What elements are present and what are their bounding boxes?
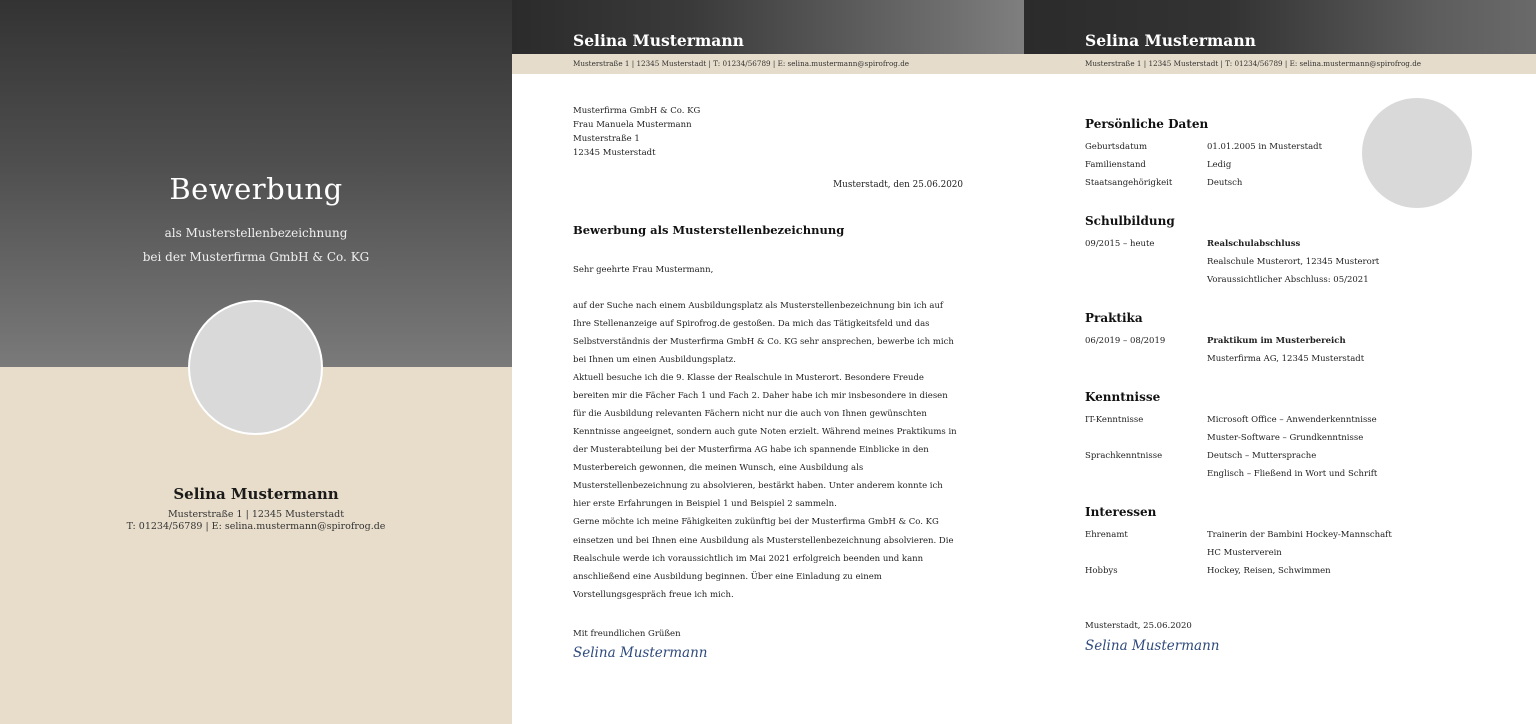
letter-body-line: Musterbereich gewonnen, die meinen Wunsch, eine Ausbildung als bbox=[573, 463, 864, 473]
letter-date: Musterstadt, den 25.06.2020 bbox=[833, 180, 963, 190]
section-title-skills: Kenntnisse bbox=[1085, 390, 1161, 404]
cv-value: Ledig bbox=[1207, 160, 1232, 170]
skills-lang-value: Englisch – Fließend in Wort und Schrift bbox=[1207, 469, 1378, 479]
cover-subtitle-line2: bei der Musterfirma GmbH & Co. KG bbox=[142, 250, 370, 264]
letter-body-line: anschließend eine Ausbildung beginnen. Über eine Einladung zu einem bbox=[573, 572, 882, 582]
letter-body-line: einsetzen und bei Ihnen eine Ausbildung als Musterstellenbezeichnung absolvieren. Die bbox=[573, 536, 954, 546]
cover-letter-page bbox=[512, 0, 1024, 724]
school-degree: Realschulabschluss bbox=[1207, 239, 1301, 249]
letter-body-line: Realschule werde ich voraussichtlich im Mai 2021 erfolgreich beenden und kann bbox=[573, 554, 924, 564]
letter-salutation: Sehr geehrte Frau Mustermann, bbox=[573, 265, 714, 275]
interests-hobby-label: Hobbys bbox=[1085, 566, 1118, 576]
recipient-line: Musterfirma GmbH & Co. KG bbox=[573, 106, 701, 116]
letter-closing: Mit freundlichen Grüßen bbox=[573, 629, 681, 639]
letter-subject: Bewerbung als Musterstellenbezeichnung bbox=[573, 223, 845, 237]
letter-signature: Selina Mustermann bbox=[573, 645, 708, 661]
skills-it-value: Microsoft Office – Anwenderkenntnisse bbox=[1207, 415, 1377, 425]
cv-value: 01.01.2005 in Musterstadt bbox=[1207, 142, 1323, 152]
letter-body-line: Selbstverständnis der Musterfirma GmbH & Co. KG sehr ansprechen, bewerbe ich mich bbox=[573, 337, 954, 347]
letter-header-name: Selina Mustermann bbox=[573, 31, 744, 50]
interests-honor-value: Trainerin der Bambini Hockey-Mannschaft bbox=[1207, 530, 1392, 540]
cover-page bbox=[0, 0, 512, 724]
letter-body-line: Kenntnisse angeeignet, sondern auch gute Noten erzielt. Während meines Praktikums in bbox=[573, 427, 957, 437]
letter-body-line: für die Ausbildung relevanten Fächern nicht nur die auch von Ihnen gewünschten bbox=[573, 409, 927, 419]
cv-header-name: Selina Mustermann bbox=[1085, 31, 1256, 50]
skills-it-value: Muster-Software – Grundkenntnisse bbox=[1207, 433, 1364, 443]
letter-body-line: hier erste Erfahrungen in Beispiel 1 und Beispiel 2 sammeln. bbox=[573, 499, 837, 509]
interests-honor-value: HC Musterverein bbox=[1207, 548, 1282, 558]
school-period: 09/2015 – heute bbox=[1085, 239, 1155, 249]
cv-label: Geburtsdatum bbox=[1085, 142, 1148, 152]
cv-page bbox=[1024, 0, 1536, 724]
section-title-personal: Persönliche Daten bbox=[1085, 117, 1209, 131]
cv-label: Familienstand bbox=[1085, 160, 1146, 170]
interests-hobby-value: Hockey, Reisen, Schwimmen bbox=[1207, 566, 1331, 576]
cv-photo-placeholder bbox=[1362, 98, 1472, 208]
school-name: Realschule Musterort, 12345 Musterort bbox=[1207, 257, 1380, 267]
letter-body-line: Musterstellenbezeichnung zu absolvieren, bestärkt haben. Unter anderem konnte ich bbox=[573, 481, 943, 491]
cover-address: Musterstraße 1 | 12345 Musterstadt bbox=[167, 509, 345, 520]
skills-lang-value: Deutsch – Muttersprache bbox=[1207, 451, 1317, 461]
letter-body-line: Gerne möchte ich meine Fähigkeiten zukünftig bei der Musterfirma GmbH & Co. KG bbox=[573, 517, 939, 527]
cover-photo-placeholder bbox=[188, 300, 323, 435]
cv-label: Staatsangehörigkeit bbox=[1085, 178, 1173, 188]
cv-value: Deutsch bbox=[1207, 178, 1243, 188]
letter-body-line: der Musterabteilung bei der Musterfirma AG habe ich spannende Einblicke in den bbox=[573, 445, 929, 455]
internship-company: Musterfirma AG, 12345 Musterstadt bbox=[1207, 354, 1365, 364]
skills-lang-label: Sprachkenntnisse bbox=[1085, 451, 1163, 461]
cv-date: Musterstadt, 25.06.2020 bbox=[1085, 621, 1192, 631]
recipient-line: 12345 Musterstadt bbox=[573, 148, 656, 158]
letter-body-line: Aktuell besuche ich die 9. Klasse der Realschule in Musterort. Besondere Freude bbox=[573, 373, 924, 383]
letter-body-line: auf der Suche nach einem Ausbildungsplatz als Musterstellenbezeichnung bin ich auf bbox=[573, 301, 944, 311]
section-title-interests: Interessen bbox=[1085, 505, 1157, 519]
recipient-line: Frau Manuela Mustermann bbox=[573, 120, 692, 130]
letter-body-line: Vorstellungsgespräch freue ich mich. bbox=[573, 590, 734, 600]
interests-honor-label: Ehrenamt bbox=[1085, 530, 1128, 540]
cover-contact: T: 01234/56789 | E: selina.mustermann@spirofrog.de bbox=[126, 521, 386, 532]
cover-name: Selina Mustermann bbox=[173, 485, 339, 503]
cv-header-address: Musterstraße 1 | 12345 Musterstadt | T: 01234/56789 | E: selina.mustermann@spirofrog.de bbox=[1085, 59, 1422, 68]
cover-title: Bewerbung bbox=[169, 172, 343, 206]
cv-signature: Selina Mustermann bbox=[1085, 638, 1220, 654]
letter-body-line: Ihre Stellenanzeige auf Spirofrog.de gestoßen. Da mich das Tätigkeitsfeld und das bbox=[573, 319, 930, 329]
internship-period: 06/2019 – 08/2019 bbox=[1085, 336, 1166, 346]
letter-body-line: bei Ihnen um einen Ausbildungsplatz. bbox=[573, 355, 736, 365]
recipient-line: Musterstraße 1 bbox=[573, 134, 640, 144]
section-title-internship: Praktika bbox=[1085, 311, 1143, 325]
school-expected: Voraussichtlicher Abschluss: 05/2021 bbox=[1207, 275, 1369, 285]
skills-it-label: IT-Kenntnisse bbox=[1085, 415, 1144, 425]
cover-subtitle-line1: als Musterstellenbezeichnung bbox=[164, 226, 348, 240]
internship-name: Praktikum im Musterbereich bbox=[1207, 336, 1346, 346]
section-title-school: Schulbildung bbox=[1085, 214, 1175, 228]
letter-header-address: Musterstraße 1 | 12345 Musterstadt | T: 01234/56789 | E: selina.mustermann@spirofrog.de bbox=[573, 59, 910, 68]
letter-body-line: bereiten mir die Fächer Fach 1 und Fach 2. Daher habe ich mir insbesondere in diesen bbox=[573, 391, 948, 401]
